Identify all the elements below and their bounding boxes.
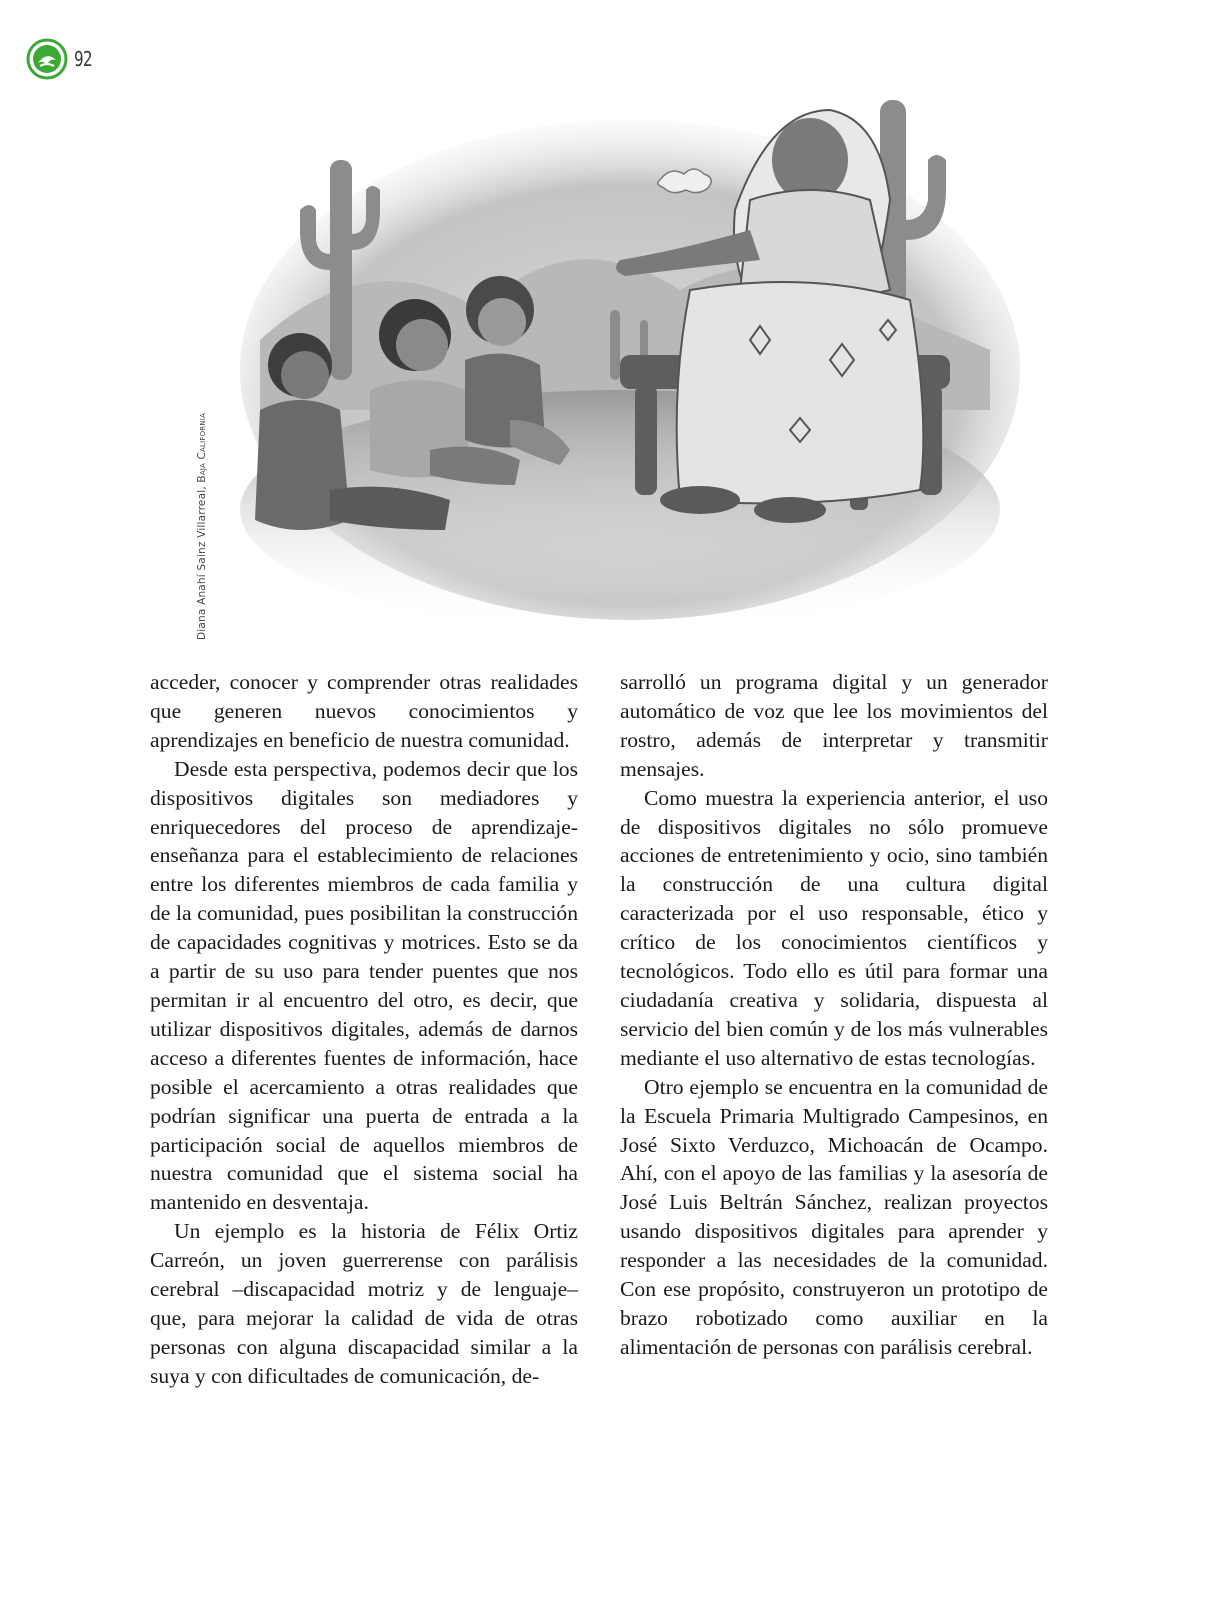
paragraph: acceder, conocer y comprender otras realidades que generen nuevos conocimientos y aprendizajes en beneficio de nuestra comunidad. xyxy=(150,670,578,752)
book-leaf-logo-icon xyxy=(26,38,68,80)
page-number: 92 xyxy=(74,47,92,71)
credit-place: Baja California xyxy=(196,412,208,483)
storytelling-grandmother-children-illustration xyxy=(230,90,1020,630)
page-header xyxy=(26,38,96,80)
paragraph: Desde esta perspectiva, podemos decir que los dispositivos digitales son mediadores y enriquecedores del proceso de aprendizaje-enseñanza para el establecimiento de relaciones entre los diferentes miembros de cada familia y de la comunidad, pues posibilitan la construcción de capacidades cognitivas y motrices. Esto se da a partir de su uso para tender puentes que nos permitan ir al encuentro del otro, es decir, que utilizar dispositivos digitales, además de darnos acceso a diferentes fuentes de información, hace posible el acercamiento a otras realidades que podrían significar una puerta de entrada a la participación social de aquellos miembros de nuestra comunidad que el sistema social ha mantenido en desventaja. xyxy=(150,756,578,1215)
storytelling-illustration xyxy=(230,90,1020,630)
text-column-left xyxy=(150,668,578,1391)
paragraph: Como muestra la experiencia anterior, el uso de dispositivos digitales no sólo promueve acciones de entretenimiento y ocio, sino también la construcción de una cultura digital caracterizada por el uso responsable, ético y crítico de los conocimientos científicos y tecnológicos. Todo ello es útil para formar una ciudadanía creativa y solidaria, dispuesta al servicio del bien común y de los más vulnerables mediante el uso alternativo de estas tecnologías. xyxy=(620,785,1048,1070)
paragraph: Otro ejemplo se encuentra en la comunidad de la Escuela Primaria Multigrado Campesinos, en José Sixto Verduzco, Michoacán de Ocampo. Ahí, con el apoyo de las familias y la asesoría de José Luis Beltrán Sánchez, realizan proyectos usando dispositivos digitales para aprender y responder a las necesidades de la comunidad. Con ese propósito, construyeron un prototipo de brazo robotizado como auxiliar en la alimentación de personas con parálisis cerebral. xyxy=(620,1074,1048,1359)
paragraph: sarrolló un programa digital y un generador automático de voz que lee los movimientos del rostro, además de interpretar y transmitir mensajes. xyxy=(620,670,1048,781)
credit-author: Diana Anahí Sainz Villarreal, xyxy=(196,482,208,640)
illustration-credit xyxy=(196,413,208,640)
paragraph: Un ejemplo es la historia de Félix Ortiz Carreón, un joven guerrerense con parálisis cerebral –discapacidad motriz y de lenguaje– que, para mejorar la calidad de vida de otras personas con alguna discapacidad similar a la suya y con dificultades de comunicación, de- xyxy=(150,1219,578,1388)
text-column-right xyxy=(620,668,1048,1362)
